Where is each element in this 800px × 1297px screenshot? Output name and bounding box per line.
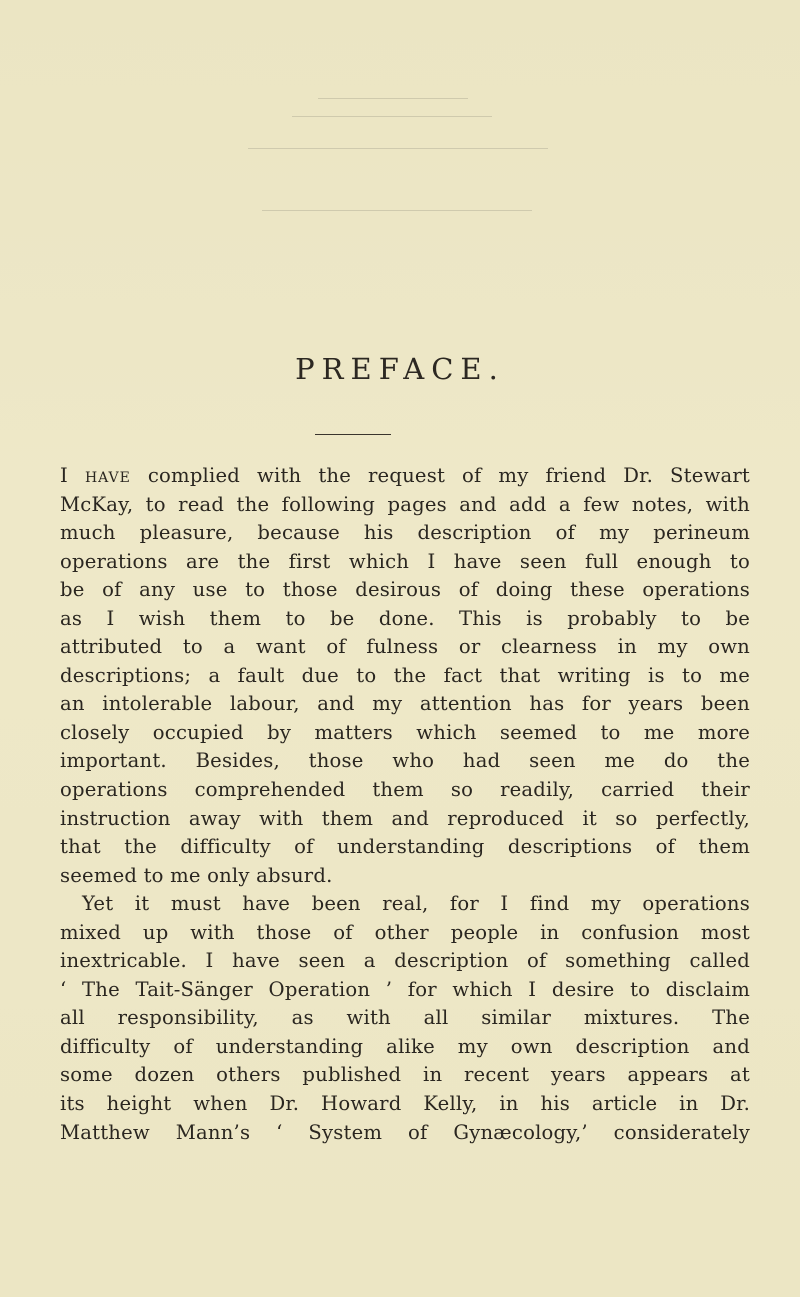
text-line: some dozen others published in recent years appears at <box>60 1063 750 1087</box>
show-through-line <box>262 210 532 211</box>
text-line: ‘ The Tait-Sänger Operation ’ for which I desire to disclaim <box>60 977 750 1001</box>
text-line: as I wish them to be done. This is probably to be <box>60 606 750 630</box>
text-line: Matthew Mann’s ‘ System of Gynæcology,’ considerately <box>60 1120 750 1144</box>
lead-smallcaps: have <box>84 464 131 487</box>
text-line: descriptions; a fault due to the fact that writing is to me <box>60 663 750 687</box>
text-line: be of any use to those desirous of doing these operations <box>60 578 750 602</box>
text-line: that the difficulty of understanding descriptions of them <box>60 835 750 859</box>
text-line: an intolerable labour, and my attention has for years been <box>60 692 750 716</box>
text-line: attributed to a want of fulness or clearness in my own <box>60 635 750 659</box>
show-through-line <box>318 98 468 99</box>
text-line: all responsibility, as with all similar mixtures. The <box>60 1006 750 1030</box>
text-line <box>60 462 750 491</box>
text-line: instruction away with them and reproduced it so perfectly, <box>60 806 750 830</box>
text-line: operations are the first which I have seen full enough to <box>60 549 750 573</box>
text-line: operations comprehended them so readily, carried their <box>60 778 750 802</box>
show-through-line <box>292 116 492 117</box>
text-line: seemed to me only absurd. <box>60 863 333 887</box>
text-line: mixed up with those of other people in confusion most <box>60 920 750 944</box>
text-line: closely occupied by matters which seemed to me more <box>60 720 750 744</box>
text-line-content: complied with the request of my friend Dr. Stewart <box>130 464 750 487</box>
text-line: McKay, to read the following pages and add a few notes, with <box>60 492 750 516</box>
text-line: difficulty of understanding alike my own description and <box>60 1034 750 1058</box>
preface-body <box>60 462 750 1147</box>
title-rule <box>315 434 391 435</box>
text-line: much pleasure, because his description of my perineum <box>60 521 750 545</box>
page-title: PREFACE. <box>295 352 505 386</box>
show-through-line <box>248 148 548 149</box>
text-line: inextricable. I have seen a description of something called <box>60 949 750 973</box>
text-line: important. Besides, those who had seen me do the <box>60 749 750 773</box>
text-line: Yet it must have been real, for I find my operations <box>82 892 750 916</box>
text-line: its height when Dr. Howard Kelly, in his article in Dr. <box>60 1092 750 1116</box>
lead-word: I <box>60 464 68 487</box>
